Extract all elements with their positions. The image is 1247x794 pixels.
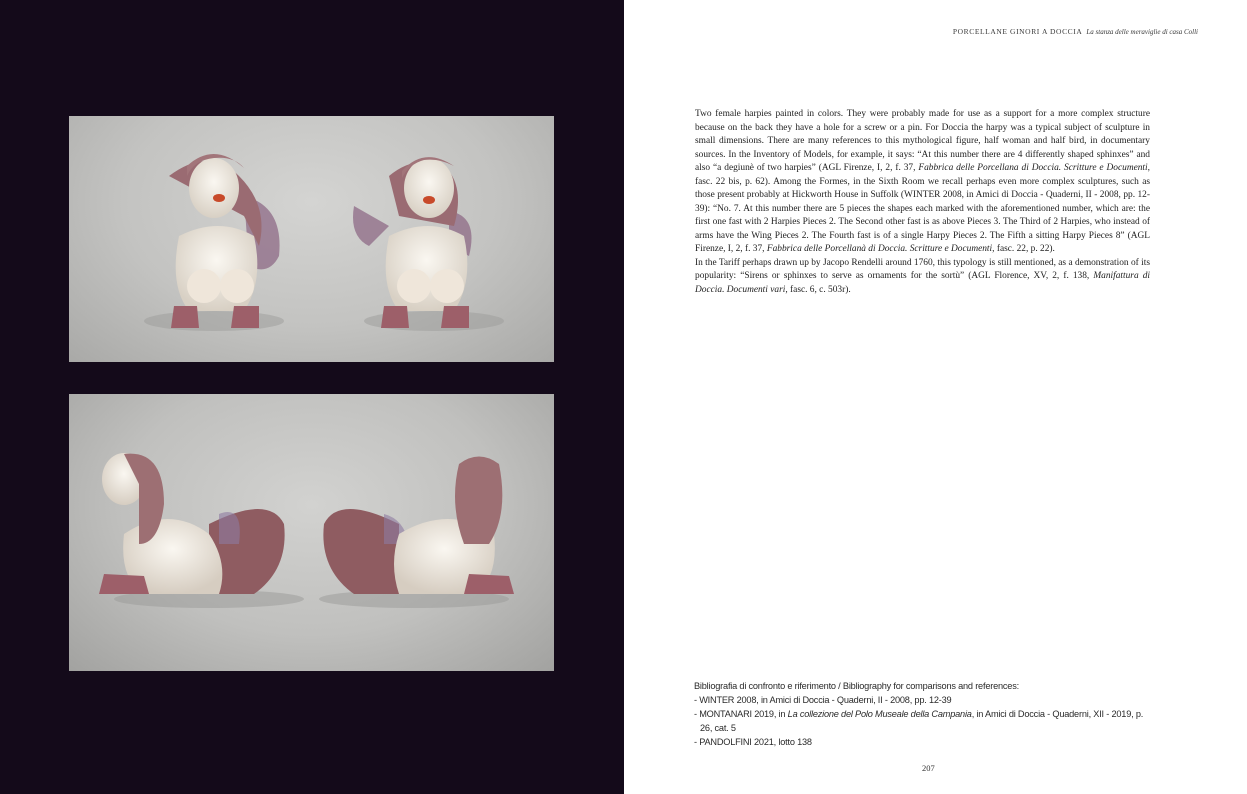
bibliography-entry <box>694 707 1154 721</box>
entry2-text-c: , in Amici di Doccia - Quaderni, XII - 2019, p. <box>971 709 1144 719</box>
bibliography-entry-continuation: 26, cat. 5 <box>700 723 736 733</box>
paragraph-2 <box>695 257 1150 298</box>
bibliography-heading: Bibliografia di confronto e riferimento / Bibliography for comparisons and references: <box>694 681 1019 691</box>
harpies-front-illustration <box>69 116 554 362</box>
photo-harpies-side <box>69 394 554 671</box>
bibliography-entry: - PANDOLFINI 2021, lotto 138 <box>694 737 812 747</box>
bibliography <box>694 679 1154 749</box>
p1-text-c: , fasc. 22 bis, p. 62). Among the Formes, in the Sixth Room we recall perhaps even more complex sculptures, such as those present probably at Hickworth House in Suffolk (WINTER 2008, in Amici di Doccia - Quaderni, II - 2008, pp. 12-39): “No. 7. At this number there are 5 pieces the shapes each marked with the aforementioned number, which are: the first one fast with 2 Harpies Pieces 2. The Second other fast is as above Pieces 3. The Third of 2 Harpies, who instead of arms have the Wing Pieces 2. The Fourth fast is of a single Harpy Pieces 2. The Fifth a sitting Harpy Pieces 8” (AGL Firenze, I, 2, f. 37, <box>695 163 1150 254</box>
page-number: 207 <box>922 763 935 773</box>
p2-italic-source: Manifattura di Doccia. Documenti vari <box>695 271 1150 295</box>
running-subtitle: La stanza delle meraviglie di casa Colli <box>1086 28 1198 36</box>
right-page <box>624 0 1247 794</box>
p1-italic-source-1: Fabbrica delle Porcellana di Doccia. Scritture e Documenti <box>918 163 1148 173</box>
entry2-italic-title: La collezione del Polo Museale della Campania <box>787 709 972 719</box>
p1-text-a: Two female harpies painted in colors. They were probably made for use as a support for a more complex structure because on the back they have a hole for a screw or a pin. For Doccia the harpy was a typical subject of sculpture in small dimensions. There are many references to this mythological figure, half woman and half bird, in documentary sources. In the Inventory of Models, for example, it says: “At this number there are 4 differently shaped sphinxes” and also “a degiunè of two harpies” (AGL Firenze, I, 2, f. 37, <box>695 109 1150 173</box>
running-title: PORCELLANE GINORI A DOCCIA <box>952 27 1083 36</box>
harpies-side-illustration <box>69 394 554 671</box>
p2-text-c: , fasc. 6, c. 503r). <box>785 284 851 295</box>
p1-text-e: , fasc. 22, p. 22). <box>992 244 1055 254</box>
p2-text-a: In the Tariff perhaps drawn up by Jacopo Rendelli around 1760, this typology is still mentioned, as a demonstration of its popularity: “Sirens or sphinxes to serve as ornaments for the sortù” (AGL Florence, XV, 2, f. 138, <box>695 257 1150 281</box>
bibliography-entry: - WINTER 2008, in Amici di Doccia - Quaderni, II - 2008, pp. 12-39 <box>694 695 952 705</box>
paragraph-1 <box>695 108 1150 257</box>
p1-italic-source-2: Fabbrica delle Porcellanà di Doccia. Scritture e Documenti <box>766 244 993 254</box>
entry2-text-a: - MONTANARI 2019, in <box>694 709 788 719</box>
photo-harpies-front <box>69 116 554 362</box>
running-head <box>748 27 1198 36</box>
body-text <box>695 108 1150 297</box>
